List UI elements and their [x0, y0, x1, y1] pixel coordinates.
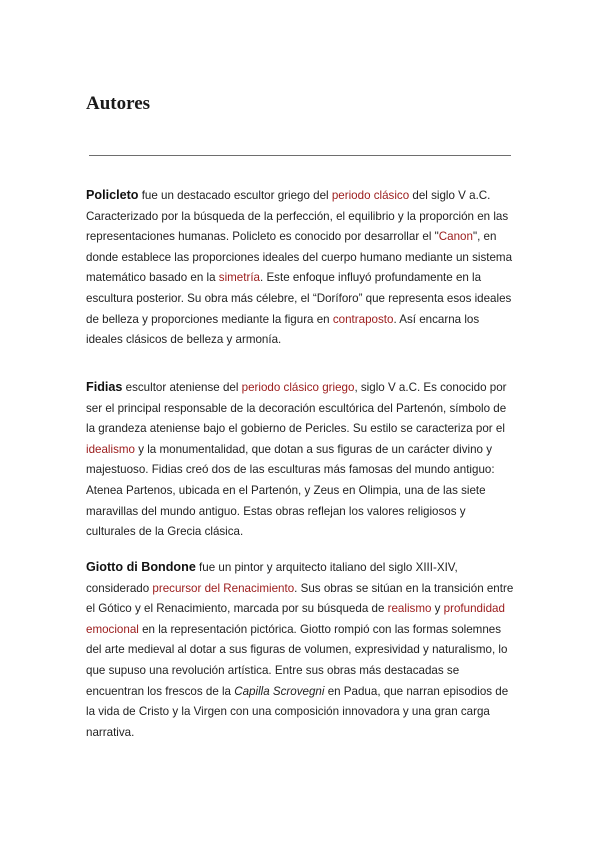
paragraph-text: en la representación pictórica. Giotto rompió con las formas solemnes del arte medieval al dotar a sus figuras de volumen, expresividad y naturalismo, lo que supuso una revolución artística. Entre sus obras más destacadas se encuentran los frescos de la	[86, 622, 508, 698]
highlighted-term: contraposto	[332, 312, 394, 326]
paragraph-text: del siglo V a.C. Caracterizado por la búsqueda de la perfección, el equilibrio y la proporción en las representaciones humanas. Policleto es conocido por desarrollar el "	[86, 189, 509, 244]
paragraph-text: en Padua, que narran episodios de la vida de Cristo y la Virgen con una composición innovadora y una gran carga narrativa.	[86, 684, 509, 739]
highlighted-term: idealismo	[86, 442, 135, 456]
highlighted-term: profundidad emocional	[86, 602, 505, 636]
highlighted-term: Canon	[438, 230, 473, 244]
paragraph-text: escultor ateniense del	[122, 381, 242, 394]
paragraph-text: . Este enfoque influyó profundamente en la escultura posterior. Su obra más célebre, el “Doríforo” que representa esos ideales de belleza y proporciones mediante la figura en	[86, 271, 512, 326]
paragraph-text: fue un pintor y arquitecto italiano del siglo XIII-XIV, considerado	[86, 561, 458, 595]
highlighted-term: precursor del Renacimiento	[152, 581, 295, 595]
paragraph-text: ", en donde establece las proporciones ideales del cuerpo humano mediante un sistema matemático basado en la	[86, 230, 513, 285]
divider	[89, 155, 511, 156]
paragraph-text: y	[431, 602, 444, 616]
italic-title: Capilla Scrovegni	[234, 684, 325, 698]
paragraph-policleto	[86, 185, 518, 351]
highlighted-term: periodo clásico	[331, 189, 410, 202]
highlighted-term: periodo clásico griego	[241, 381, 355, 394]
paragraph-fidias	[86, 377, 518, 543]
paragraph-text: fue un destacado escultor griego del	[138, 189, 332, 202]
paragraph-text: y la monumentalidad, que dotan a sus figuras de un carácter divino y majestuoso. Fidias creó dos de las esculturas más famosas del mundo antiguo: Atenea Partenos, ubicada en el Partenón, y Zeus en Olimpia, una de las siete maravillas del mundo antiguo. Estas obras reflejan los valores religiosos y culturales de la Grecia clásica.	[86, 442, 495, 539]
page-title: Autores	[86, 93, 151, 114]
author-name: Policleto	[86, 188, 139, 202]
highlighted-term: simetría	[218, 271, 260, 285]
paragraph-text: . Sus obras se sitúan en la transición entre el Gótico y el Renacimiento, marcada por su búsqueda de	[86, 581, 514, 616]
author-name: Giotto di Bondone	[86, 560, 196, 574]
author-name: Fidias	[86, 380, 123, 394]
paragraph-giotto	[86, 557, 518, 743]
paragraph-text: . Así encarna los ideales clásicos de belleza y armonía.	[86, 312, 480, 347]
paragraph-text: , siglo V a.C. Es conocido por ser el principal responsable de la decoración escultórica del Partenón, símbolo de la grandeza ateniense bajo el gobierno de Pericles. Su estilo se caracteriza por el	[86, 381, 507, 436]
highlighted-term: realismo	[387, 602, 432, 616]
